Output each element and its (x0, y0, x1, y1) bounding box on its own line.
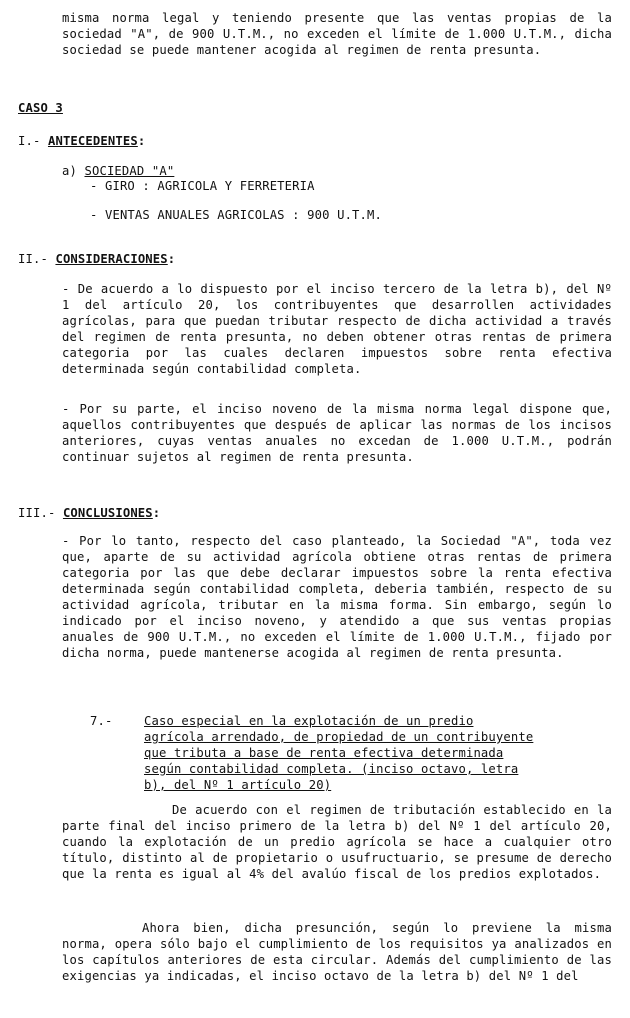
sociedad-marker: a) (62, 164, 77, 178)
sociedad-name: SOCIEDAD "A" (84, 164, 175, 178)
item-7-paragraph-1-text: De acuerdo con el regimen de tributación establecido en la parte final del inciso primero de la letra b) del Nº 1 del artículo 20, cuando la explotación de un predio agrícola se hace a cualquier otro título, distinto al de propietario o usufructuario, se presume de derecho que la renta es igual al 4% del avalúo fiscal de los predios explotados. (62, 803, 612, 881)
section-2-paragraph-2 (62, 401, 612, 465)
ventas-text: - VENTAS ANUALES AGRICOLAS : 900 U.T.M. (90, 208, 383, 222)
section-3-title: CONCLUSIONES (62, 506, 153, 520)
item-7-paragraph-2 (62, 920, 612, 984)
caso-title-text: CASO 3 (18, 101, 63, 115)
section-2-heading (18, 251, 175, 267)
intro-paragraph (62, 10, 612, 58)
item-7-title-line: que tributa a base de renta efectiva determinada (144, 746, 504, 760)
section-3-paragraph (62, 533, 612, 661)
section-2-paragraph-1-text: - De acuerdo a lo dispuesto por el inciso tercero de la letra b), del Nº 1 del artículo 20, los contribuyentes que desarrollen actividades agrícolas, para que puedan tributar respecto de dicha actividad a través del regimen de renta presunta, no deben obtener otras rentas de primera categoria por las cuales declaren impuestos sobre renta efectiva determinada según contabilidad completa. (62, 282, 612, 376)
item-7-paragraph-1 (62, 802, 612, 882)
item-7-title-line: agrícola arrendado, de propiedad de un contribuyente (144, 730, 534, 744)
item-7-title-line: b), del Nº 1 artículo 20) (144, 778, 332, 792)
section-3-heading (18, 505, 160, 521)
sociedad-block (62, 163, 174, 179)
section-1-heading (18, 133, 145, 149)
giro-text: - GIRO : AGRICOLA Y FERRETERIA (90, 179, 315, 193)
intro-text: misma norma legal y teniendo presente que las ventas propias de la sociedad "A", de 900 U.T.M., no exceden el límite de 1.000 U.T.M., dicha sociedad se puede mantener acogida al regimen de renta presunta. (62, 11, 612, 57)
section-2-colon: : (167, 252, 176, 266)
item-7-title-line: según contabilidad completa. (inciso octavo, letra (144, 762, 519, 776)
section-2-number: II.- (18, 252, 48, 266)
caso-title (18, 100, 63, 116)
item-7-title-line: Caso especial en la explotación de un predio (144, 714, 474, 728)
section-3-number: III.- (18, 506, 56, 520)
section-2-paragraph-1 (62, 281, 612, 377)
section-3-colon: : (152, 506, 161, 520)
section-3-paragraph-text: - Por lo tanto, respecto del caso planteado, la Sociedad "A", toda vez que, aparte de su actividad agrícola obtiene otras rentas de primera categoria por las que debe declarar impuestos sobre la renta efectiva determinada según contabilidad completa, deberia también, respecto de su actividad agrícola, tributar en la misma forma. Sin embargo, según lo indicado por el inciso noveno, y atendido a que sus ventas propias anuales de 900 U.T.M., no exceden el límite de 1.000 U.T.M., fijado por dicha norma, puede mantenerse acogida al regimen de renta presunta. (62, 534, 612, 660)
section-2-paragraph-2-text: - Por su parte, el inciso noveno de la misma norma legal dispone que, aquellos contribuyentes que después de aplicar las normas de los incisos anteriores, cuyas ventas anuales no excedan de 1.000 U.T.M., podrán continuar sujetos al regimen de renta presunta. (62, 402, 612, 464)
section-1-colon: : (137, 134, 146, 148)
section-1-number: I.- (18, 134, 41, 148)
section-1-title: ANTECEDENTES (47, 134, 138, 148)
item-7-paragraph-2-text: Ahora bien, dicha presunción, según lo previene la misma norma, opera sólo bajo el cumplimiento de los requisitos ya analizados en los capítulos anteriores de esta circular. Además del cumplimiento de las exigencias ya indicadas, el inciso octavo de la letra b) del Nº 1 del (62, 921, 612, 983)
ventas-line (90, 207, 382, 223)
giro-line (90, 178, 315, 194)
section-2-title: CONSIDERACIONES (55, 252, 168, 266)
item-7-number-text: 7.- (90, 714, 113, 728)
item-7-title (144, 713, 614, 793)
item-7-number (90, 713, 112, 729)
